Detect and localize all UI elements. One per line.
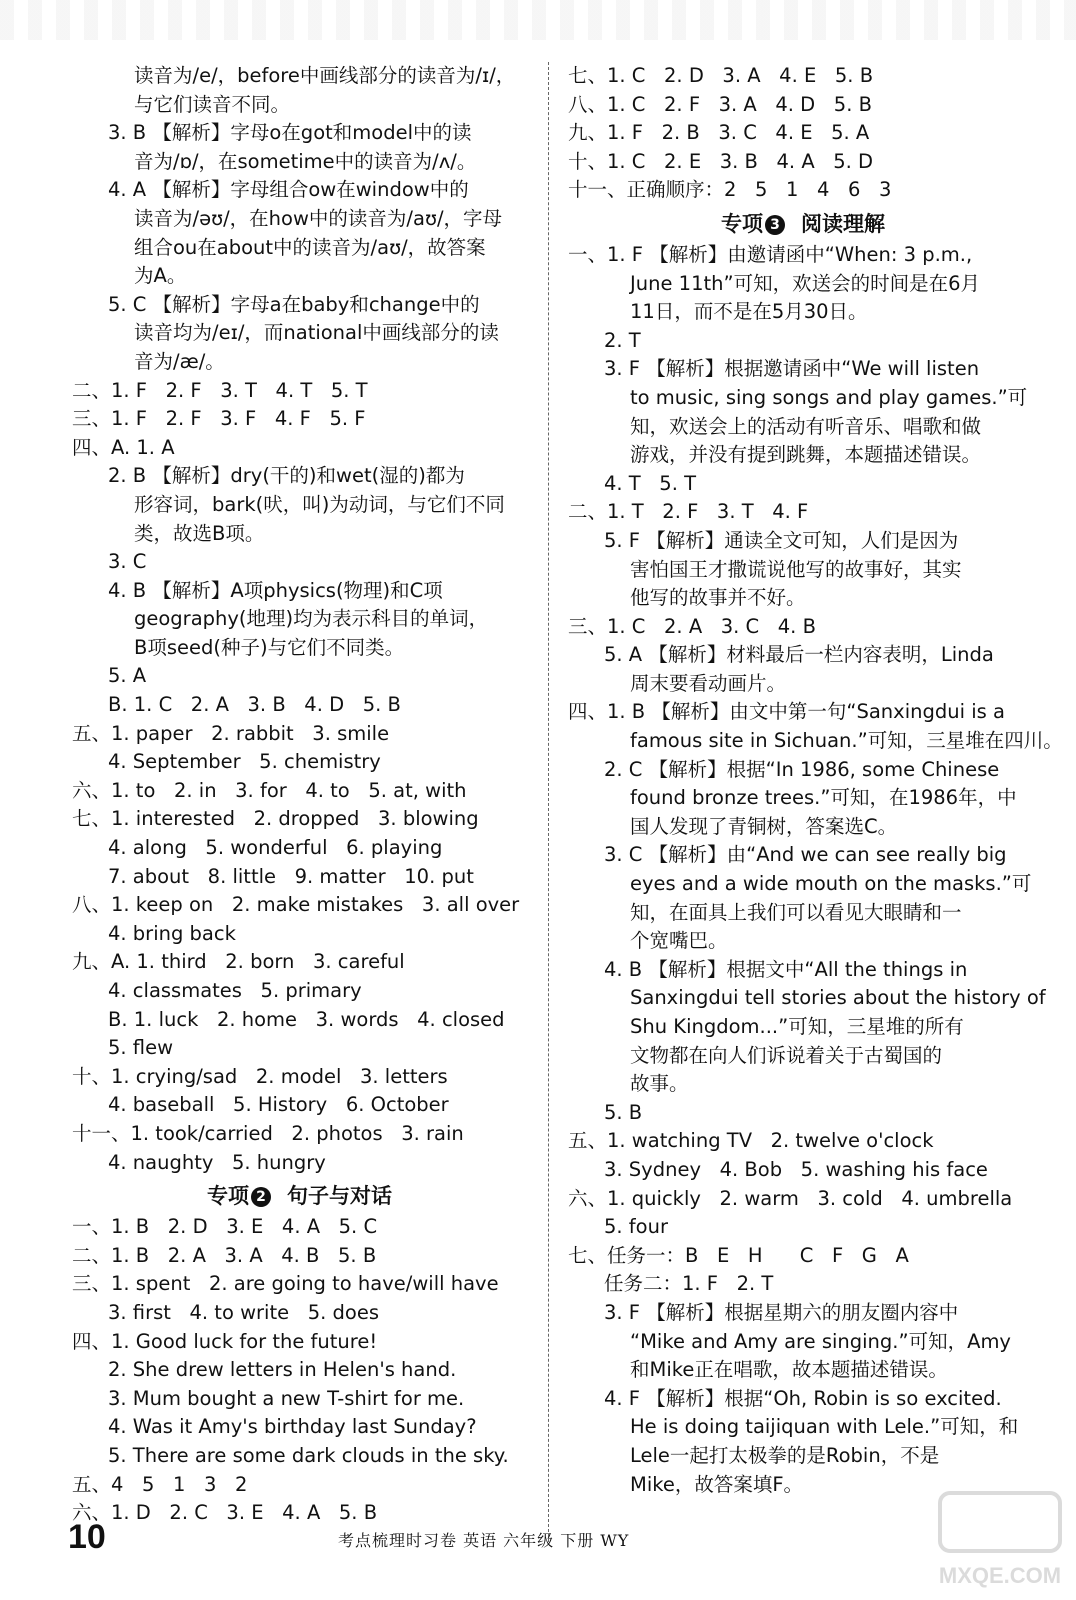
answer-line: 4. T 5. T [604, 471, 697, 495]
answer-line: 为A。 [134, 264, 187, 288]
answer-line: 七、1. interested 2. dropped 3. blowing [72, 807, 479, 831]
answer-line: Mike，故答案填F。 [630, 1472, 804, 1496]
answer-line: 音为/ɒ/，在sometime中的读音为/ʌ/。 [134, 149, 477, 173]
answer-line: Lele一起打太极拳的是Robin，不是 [630, 1443, 940, 1467]
right-answer-column [568, 62, 1063, 1499]
answer-line: 3. C [108, 550, 147, 574]
answer-line: 3. Sydney 4. Bob 5. washing his face [604, 1157, 988, 1181]
answer-line: Shu Kingdom...”可知，三星堆的所有 [630, 1015, 964, 1038]
answer-line: 五、1. watching TV 2. twelve o'clock [568, 1129, 934, 1153]
answer-line: 六、1. to 2. in 3. for 4. to 5. at, with [72, 778, 467, 802]
answer-line: B项seed(种子)与它们不同类。 [134, 635, 405, 659]
answer-line: 九、1. F 2. B 3. C 4. E 5. A [568, 121, 870, 145]
answer-line: 4. B 【解析】根据文中“All the things in [604, 957, 968, 981]
answer-line: June 11th”可知，欢送会的时间是在6月 [630, 271, 980, 295]
answer-line: 他写的故事并不好。 [630, 586, 806, 610]
answer-line: 二、1. B 2. A 3. A 4. B 5. B [72, 1243, 377, 1267]
answer-line: 二、1. T 2. F 3. T 4. F [568, 500, 809, 524]
section-heading [568, 207, 1038, 241]
answer-line: 4. B 【解析】A项physics(物理)和C项 [108, 578, 443, 602]
answer-line: He is doing taijiquan with Lele.”可知，和 [630, 1415, 1019, 1439]
answer-line: 4. bring back [108, 921, 236, 945]
page-number: 10 [68, 1518, 106, 1556]
answer-line: 四、1. Good luck for the future! [72, 1329, 378, 1353]
answer-line: Sanxingdui tell stories about the history of [630, 986, 1046, 1010]
answer-line: 四、A. 1. A [72, 435, 175, 459]
decorative-top-border [0, 0, 1076, 40]
answer-line: 3. C 【解析】由“And we can see really big [604, 843, 1007, 867]
answer-line: 2. C 【解析】根据“In 1986, some Chinese [604, 757, 1000, 781]
answer-line: 害怕国王才撒谎说他写的故事好，其实 [630, 557, 962, 581]
section-number-badge: 2 [251, 1187, 271, 1207]
answer-line: 三、1. F 2. F 3. F 4. F 5. F [72, 407, 366, 431]
answer-line: B. 1. C 2. A 3. B 4. D 5. B [108, 693, 401, 717]
answer-line: 5. C 【解析】字母a在baby和change中的 [108, 292, 480, 316]
answer-line: 十一、正确顺序：2 5 1 4 6 3 [568, 178, 892, 202]
section-prefix: 专项 [721, 211, 763, 236]
answer-line: geography(地理)均为表示科目的单词， [134, 607, 489, 631]
answer-line: 与它们读音不同。 [134, 92, 291, 116]
answer-line: 5. There are some dark clouds in the sky. [108, 1443, 509, 1467]
answer-line: 5. flew [108, 1036, 174, 1060]
answer-line: 3. first 4. to write 5. does [108, 1300, 379, 1324]
answer-line: 知，欢送会上的活动有听音乐、唱歌和做 [630, 414, 982, 438]
answer-line: famous site in Sichuan.”可知，三星堆在四川。 [630, 729, 1063, 753]
answer-line: 八、1. C 2. F 3. A 4. D 5. B [568, 92, 872, 116]
answer-line: 十一、1. took/carried 2. photos 3. rain [72, 1121, 464, 1145]
section-prefix: 专项 [207, 1184, 249, 1209]
page-footer [0, 1518, 1076, 1578]
answer-line: B. 1. luck 2. home 3. words 4. closed [108, 1007, 505, 1031]
answer-line: 国人发现了青铜树，答案选C。 [630, 814, 898, 838]
answer-line: 形容词，bark(吠，叫)为动词，与它们不同 [134, 492, 505, 516]
answer-line: 4. F 【解析】根据“Oh, Robin is so excited. [604, 1386, 1002, 1410]
answer-line: 4. September 5. chemistry [108, 750, 381, 774]
answer-line: 7. about 8. little 9. matter 10. put [108, 864, 474, 888]
answer-line: 三、1. spent 2. are going to have/will have [72, 1272, 499, 1296]
answer-line: 3. F 【解析】根据邀请函中“We will listen [604, 357, 980, 381]
answer-line: 个宽嘴巴。 [630, 929, 728, 953]
column-divider [548, 62, 549, 1542]
answer-line: 类，故选B项。 [134, 521, 265, 545]
answer-line: “Mike and Amy are singing.”可知，Amy [630, 1329, 1011, 1353]
answer-line: 十、1. C 2. E 3. B 4. A 5. D [568, 149, 874, 173]
answer-line: 2. She drew letters in Helen's hand. [108, 1358, 457, 1382]
section-number-badge: 3 [765, 215, 785, 235]
watermark-text: MXQE.COM [938, 1563, 1062, 1588]
answer-line: 八、1. keep on 2. make mistakes 3. all over [72, 893, 520, 917]
section-heading [72, 1179, 527, 1213]
answer-line: 5. F 【解析】通读全文可知，人们是因为 [604, 528, 959, 552]
section-title: 阅读理解 [801, 211, 885, 236]
answer-line: 3. F 【解析】根据星期六的朋友圈内容中 [604, 1300, 959, 1324]
answer-line: 五、1. paper 2. rabbit 3. smile [72, 721, 390, 745]
left-answer-column [72, 62, 527, 1528]
answer-line: 六、1. D 2. C 3. E 4. A 5. B [72, 1501, 378, 1525]
answer-line: 一、1. F 【解析】由邀请函中“When: 3 p.m., [568, 242, 973, 266]
answer-line: 文物都在向人们诉说着关于古蜀国的 [630, 1043, 943, 1067]
answer-line: found bronze trees.”可知，在1986年，中 [630, 786, 1017, 810]
answer-line: 六、1. quickly 2. warm 3. cold 4. umbrella [568, 1186, 1013, 1210]
answer-line: 十、1. crying/sad 2. model 3. letters [72, 1064, 448, 1088]
answer-line: 4. A 【解析】字母组合ow在window中的 [108, 178, 469, 202]
answer-line: 知，在面具上我们可以看见大眼睛和一 [630, 900, 962, 924]
answer-line: 11日，而不是在5月30日。 [630, 300, 868, 324]
answer-line: 二、1. F 2. F 3. T 4. T 5. T [72, 378, 368, 402]
answer-line: 4. naughty 5. hungry [108, 1150, 326, 1174]
watermark-logo [930, 1485, 1070, 1595]
answer-line: 七、任务一：B E H C F G A [568, 1243, 909, 1267]
answer-line: 读音均为/eɪ/，而national中画线部分的读 [134, 321, 499, 345]
answer-line: to music, sing songs and play games.”可 [630, 385, 1028, 409]
answer-line: 音为/æ/。 [134, 349, 225, 373]
answer-line: 4. baseball 5. History 6. October [108, 1093, 449, 1117]
answer-line: 读音为/e/，before中画线部分的读音为/ɪ/， [134, 64, 516, 87]
answer-line: 5. A [108, 664, 147, 688]
answer-line: 七、1. C 2. D 3. A 4. E 5. B [568, 64, 874, 87]
section-title: 句子与对话 [287, 1184, 392, 1209]
book-info: 考点梳理时习卷 英语 六年级 下册 WY [338, 1531, 630, 1550]
answer-line: 一、1. B 2. D 3. E 4. A 5. C [72, 1215, 378, 1239]
answer-line: 4. classmates 5. primary [108, 979, 362, 1002]
answer-line: eyes and a wide mouth on the masks.”可 [630, 872, 1032, 896]
answer-line: 4. Was it Amy's birthday last Sunday? [108, 1415, 477, 1439]
answer-line: 5. four [604, 1215, 668, 1239]
answer-line: 3. B 【解析】字母o在got和model中的读 [108, 121, 472, 145]
answer-line: 组合ou在about中的读音为/aʊ/，故答案 [134, 235, 486, 259]
answer-line: 三、1. C 2. A 3. C 4. B [568, 614, 816, 638]
answer-line: 任务二：1. F 2. T [604, 1272, 774, 1296]
answer-line: 五、4 5 1 3 2 [72, 1472, 248, 1496]
answer-line: 读音为/əʊ/，在how中的读音为/aʊ/，字母 [134, 206, 503, 230]
answer-line: 游戏，并没有提到跳舞，本题描述错误。 [630, 443, 982, 467]
answer-line: 故事。 [630, 1072, 689, 1096]
answer-line: 周末要看动画片。 [630, 671, 787, 695]
answer-line: 四、1. B 【解析】由文中第一句“Sanxingdui is a [568, 700, 1005, 724]
answer-line: 和Mike正在唱歌，故本题描述错误。 [630, 1358, 948, 1382]
answer-line: 2. T [604, 328, 641, 352]
answer-line: 5. A 【解析】材料最后一栏内容表明，Linda [604, 643, 994, 667]
answer-line: 5. B [604, 1100, 643, 1124]
answer-line: 九、A. 1. third 2. born 3. careful [72, 950, 405, 974]
answer-line: 4. along 5. wonderful 6. playing [108, 836, 443, 860]
answer-line: 2. B 【解析】dry(干的)和wet(湿的)都为 [108, 464, 465, 488]
answer-line: 3. Mum bought a new T-shirt for me. [108, 1386, 465, 1410]
